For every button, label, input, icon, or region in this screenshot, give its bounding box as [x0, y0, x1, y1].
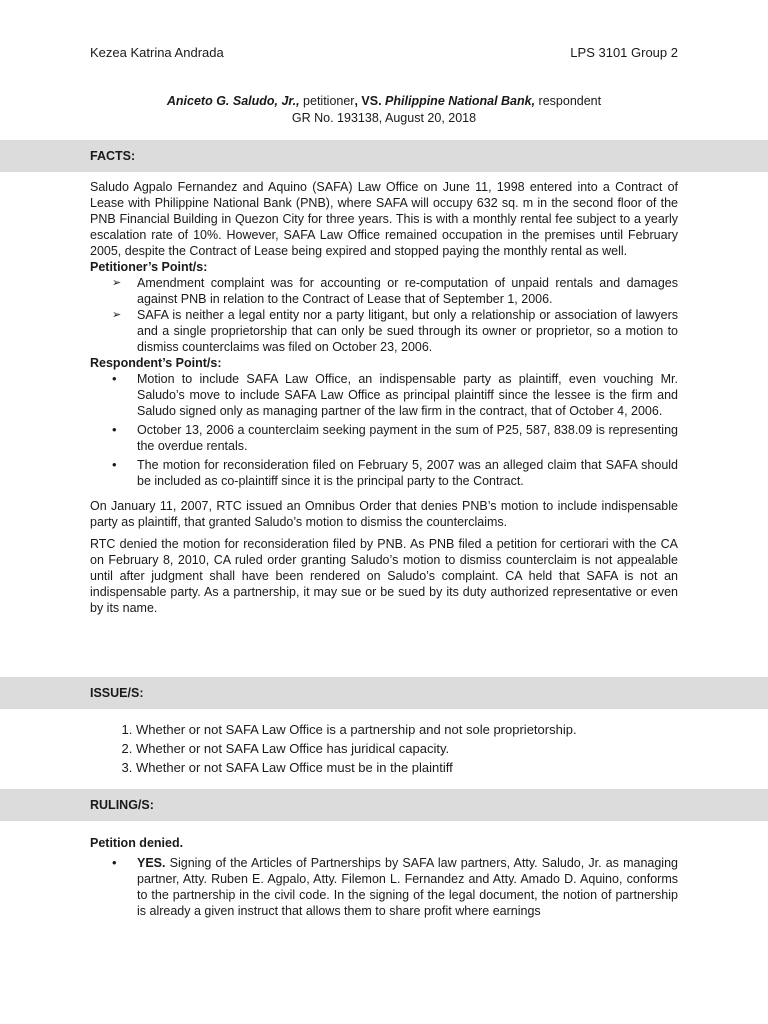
issues-list [90, 720, 678, 777]
ruling-points-list [90, 855, 678, 919]
issues-heading: ISSUE/S: [90, 686, 144, 700]
facts-paragraph: Saludo Agpalo Fernandez and Aquino (SAFA) Law Office on June 11, 1998 entered into a Contract of Lease with Philippine National Bank (PNB), where SAFA will occupy 632 sq. m in the second floor of the PNB Financial Building in Quezon City for three years. This is with a monthly rental fee subject to a yearly escalation rate of 10%. However, SAFA Law Office remained occupation in the premises until February 2005, despite the Contract of Lease being expired and stopped paying the monthly rental as well. [90, 180, 678, 258]
petitioner-point: ➢ Amendment complaint was for accounting or re-computation of unpaid rentals and damages against PNB in relation to the Contract of Lease that of September 1, 2006. [137, 275, 678, 307]
issue-item: 3. Whether or not SAFA Law Office must be in the plaintiff [136, 758, 678, 777]
facts-paragraph-omnibus: On January 11, 2007, RTC issued an Omnibus Order that denies PNB’s motion to include indispensable party as plaintiff, that granted Saludo’s motion to dismiss the counterclaims. [90, 499, 678, 529]
facts-body [90, 179, 678, 616]
case-title [0, 93, 768, 127]
facts-heading: FACTS: [90, 149, 136, 163]
petitioner-points-list [90, 275, 678, 355]
respondent-point: • Motion to include SAFA Law Office, an indispensable party as plaintiff, even vouching Mr. Saludo’s move to include SAFA Law Office as principal plaintiff since the lessee is the firm and Saludo signed only as managing partner of the law firm in the contract, that of October 4, 2006. [137, 371, 678, 419]
petitioner-point: ➢ SAFA is neither a legal entity nor a party litigant, but only a relationship or association of lawyers and a single proprietorship that can only be sued through its owner or proprietor, so a motion to dismiss counterclaims was filed on October 23, 2006. [137, 307, 678, 355]
gr-number: GR No. 193138, August 20, 2018 [291, 111, 477, 125]
petitioner-role: petitioner [299, 94, 355, 108]
respondent-heading: Respondent’s Point/s: [90, 356, 222, 370]
ruling-body [90, 835, 678, 922]
issues-section-header [0, 677, 768, 709]
petitioner-heading: Petitioner’s Point/s: [90, 260, 208, 274]
ruling-point [137, 855, 678, 919]
respondent-name: Philippine National Bank, [385, 94, 536, 108]
issue-item: 2. Whether or not SAFA Law Office has juridical capacity. [136, 739, 678, 758]
ruling-verdict: Petition denied. [90, 836, 184, 850]
versus-label: , VS. [354, 94, 386, 108]
issue-item: 1. Whether or not SAFA Law Office is a partnership and not sole proprietorship. [136, 720, 678, 739]
page-header [90, 45, 678, 61]
course-label: LPS 3101 Group 2 [570, 45, 678, 60]
respondent-point: • The motion for reconsideration filed on February 5, 2007 was an alleged claim that SAFA should be included as co-plaintiff since it is the principal party to the Contract. [137, 457, 678, 489]
respondent-role: respondent [535, 94, 602, 108]
respondent-points-list [90, 371, 678, 489]
ruling-section-header [0, 789, 768, 821]
petitioner-name: Aniceto G. Saludo, Jr., [166, 94, 300, 108]
facts-section-header [0, 140, 768, 172]
respondent-point: • October 13, 2006 a counterclaim seeking payment in the sum of P25, 587, 838.09 is representing the overdue rentals. [137, 422, 678, 454]
case-parties [0, 93, 768, 110]
author-name: Kezea Katrina Andrada [90, 45, 224, 60]
issues-body [90, 720, 678, 777]
ruling-heading: RULING/S: [90, 798, 154, 812]
facts-paragraph-rtc: RTC denied the motion for reconsideration filed by PNB. As PNB filed a petition for certiorari with the CA on February 8, 2010, CA ruled order granting Saludo’s motion to dismiss counterclaim is not appealable until after judgment shall have been rendered on Saludo’s complaint. CA held that SAFA is not an indispensable party. As a partnership, it may sue or be sued by its duty authorized representative or even by its name. [90, 537, 678, 615]
ruling-point-lead: YES. [137, 856, 166, 870]
ruling-point-text: Signing of the Articles of Partnerships by SAFA law partners, Atty. Saludo, Jr. as managing partner, Atty. Ruben E. Agpalo, Atty. Filemon L. Fernandez and Atty. Amado D. Aquino, conforms to the partnership in the civil code. In the signing of the legal document, the notion of partnership is already a given instruct that allows them to share profit where earnings [137, 856, 678, 918]
